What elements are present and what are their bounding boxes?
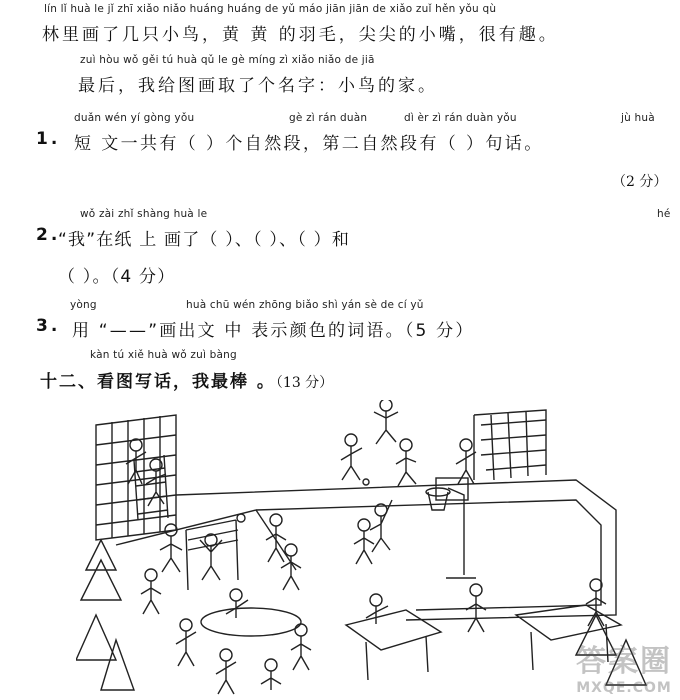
watermark-logo-text: 答案圈: [576, 644, 672, 679]
section12-title-text: 十二、看图写话，我最棒 。: [40, 372, 276, 392]
q2-pinyin-b: hé: [657, 208, 671, 220]
trees: [76, 540, 646, 690]
q3-pinyin-a: yòng: [70, 299, 97, 311]
q1-pinyin-d: jù huà: [621, 112, 655, 124]
q2-pinyin-a: wǒ zài zhǐ shàng huà le: [80, 208, 208, 220]
ladder: [134, 455, 168, 520]
soccer-goal: [474, 410, 546, 480]
section12-title: [40, 367, 333, 392]
passage-line2-pinyin: zuì hòu wǒ gěi tú huà qǔ le gè míng zì xiǎo niǎo de jiā: [80, 54, 375, 66]
q1-pinyin-b: gè zì rán duàn: [289, 112, 368, 124]
q3-number: 3.: [36, 316, 61, 336]
climbing-frame: [96, 415, 176, 540]
q2-text-line2: （ ）。（4 分）: [58, 267, 176, 287]
watermark-url: MXQE.COM: [576, 680, 672, 696]
ball-1: [237, 514, 245, 522]
q2-text: “我”在纸 上 画了（ ）、（ ）、（ ）和: [58, 230, 351, 250]
q1-pinyin-a: duǎn wén yí gòng yǒu: [74, 112, 195, 124]
q1-text: 短 文一共有（ ）个自然段，第二自然段有（ ）句话。: [74, 134, 544, 154]
q1-score: （2 分）: [612, 174, 668, 190]
q3-pinyin-b: huà chū wén zhōng biǎo shì yán sè de cí yǔ: [186, 299, 424, 311]
schoolyard-illustration: [76, 400, 648, 700]
volleyball-net: [186, 520, 238, 590]
q2-number: 2.: [36, 225, 61, 245]
sandpit: [201, 608, 301, 636]
passage-line2-text: 最后，我给图画取了个名字：小鸟的家。: [78, 76, 438, 96]
section12-points: （13 分）: [275, 375, 334, 391]
ball-2: [363, 479, 369, 485]
q1-number: 1.: [36, 129, 61, 149]
q3-text: 用 “——”画出文 中 表示颜色的词语。（5 分）: [72, 321, 475, 341]
section12-pinyin: kàn tú xiě huà wǒ zuì bàng: [90, 349, 237, 361]
q1-pinyin-c: dì èr zì rán duàn yǒu: [404, 112, 517, 124]
passage-line1-pinyin: lín lǐ huà le jǐ zhī xiǎo niǎo huáng huáng de yǔ máo jiān jiān de xiǎo zuǐ hěn yǒu qù: [44, 3, 497, 15]
basketball-hoop: [426, 478, 476, 578]
passage-line1-text: 林里画了几只小鸟，黄 黄 的羽毛，尖尖的小嘴，很有趣。: [42, 25, 559, 45]
watermark: [576, 636, 672, 696]
